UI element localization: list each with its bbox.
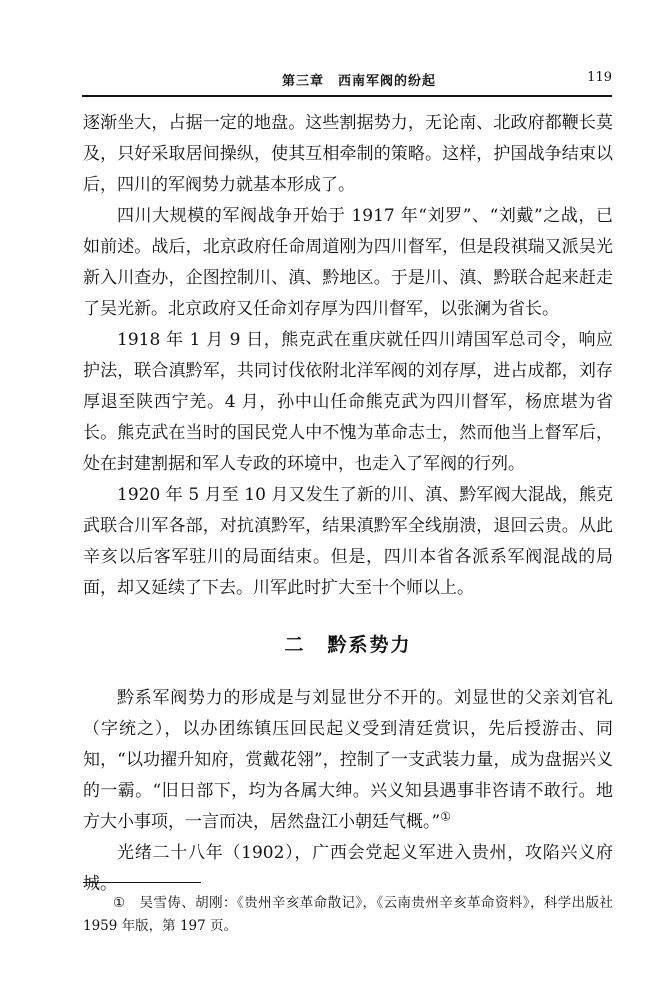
running-header bbox=[82, 66, 612, 92]
paragraph-6: 光绪二十八年（1902），广西会党起义军进入贵州，攻陷兴义府城。 bbox=[83, 843, 613, 894]
section-title: 黔系势力 bbox=[327, 634, 412, 656]
paragraph-4: 1920 年 5 月至 10 月又发生了新的川、滇、黔军阀大混战，熊克武联合川军各部，对抗滇黔军，结果滇黔军全线崩溃，退回云贵。从此辛亥以后客军驻川的局面结束。但是，四川本省各派系军阀混战的局面，却又延续了下去。川军此时扩大至十个师以上。 bbox=[83, 485, 613, 598]
footnote-text: 吴雪俦、胡刚：《贵州辛亥革命散记》，《云南贵州辛亥革命资料》，科学出版社 1959 年版，第 197 页。 bbox=[83, 895, 614, 934]
paragraph-1: 逐渐坐大，占据一定的地盘。这些割据势力，无论南、北政府都鞭长莫及，只好采取居间操纵，使其互相牵制的策略。这样，护国战争结束以后，四川的军阀势力就基本形成了。 bbox=[83, 113, 613, 195]
footnote bbox=[83, 892, 613, 938]
paragraph-2: 四川大规模的军阀战争开始于 1917 年“刘罗”、“刘戴”之战，已如前述。战后，北京政府任命周道刚为四川督军，但是段祺瑞又派吴光新入川查办，企图控制川、滇、黔地区。于是川、滇、黔联合起来赶走了吴光新。北京政府又任命刘存厚为四川督军，以张澜为省长。 bbox=[83, 206, 613, 319]
paragraph-5-text: 黔系军阀势力的形成是与刘显世分不开的。刘显世的父亲刘官礼（字统之），以办团练镇压回民起义受到清廷赏识，先后授游击、同知，“以功擢升知府，赏戴花翎”，控制了一支武装力量，成为盘据兴义的一霸。“旧日部下，均为各属大绅。兴义知县遇事非咨请不敢行。地方大小事项，一言而决，居然盘江小朝廷气概。” bbox=[83, 688, 613, 832]
paragraph-3: 1918 年 1 月 9 日，熊克武在重庆就任四川靖国军总司令，响应护法，联合滇黔军，共同讨伐依附北洋军阀的刘存厚，进占成都，刘存厚退至陕西宁羌。4 月，孙中山任命熊克武为四川督军，杨庶堪为省长。熊克武在当时的国民党人中不愧为革命志士，然而他当上督军后，处在封建割据和军人专政的环境中，也走入了军阀的行列。 bbox=[83, 330, 613, 474]
footnote-reference[interactable]: ① bbox=[440, 809, 451, 824]
chapter-title: 第三章 西南军阀的纷起 bbox=[282, 74, 437, 89]
body-text bbox=[83, 108, 613, 900]
footnote-number: ① bbox=[113, 895, 126, 911]
section-number: 二 bbox=[284, 634, 306, 656]
footnote-rule bbox=[83, 882, 201, 883]
section-heading bbox=[83, 630, 613, 657]
header-rule bbox=[82, 95, 612, 97]
page-number: 119 bbox=[587, 70, 612, 85]
paragraph-5 bbox=[83, 683, 613, 838]
